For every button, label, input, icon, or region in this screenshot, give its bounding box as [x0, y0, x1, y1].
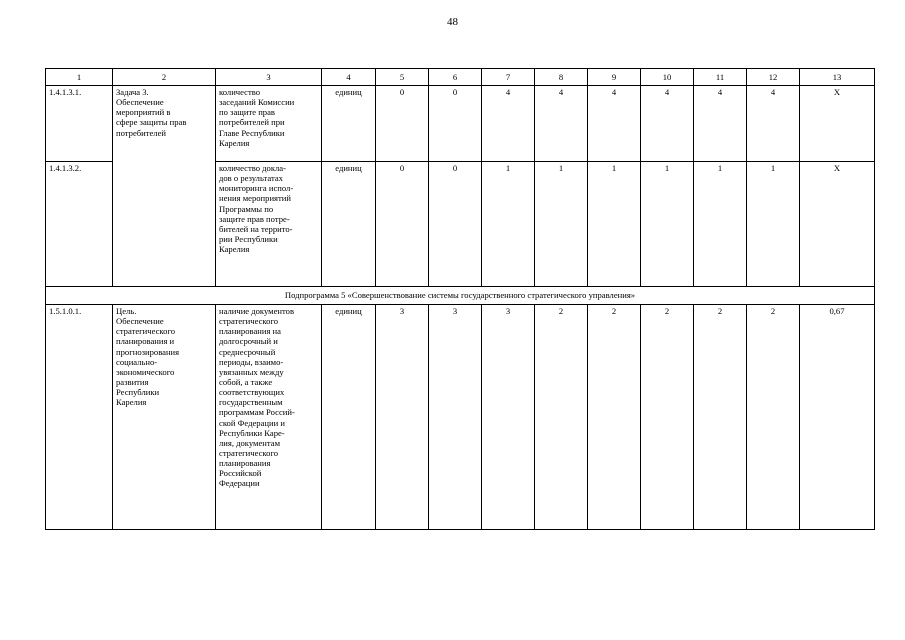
indicator-cell: количество заседаний Комиссии по защите прав потребителей при Главе Республики Карелия — [216, 86, 322, 162]
column-header: 5 — [376, 69, 429, 86]
value-cell: 1 — [482, 162, 535, 287]
column-header: 11 — [694, 69, 747, 86]
value-cell: 3 — [376, 305, 429, 530]
page-number: 48 — [447, 16, 458, 28]
indicators-table — [45, 68, 875, 530]
value-cell: 2 — [694, 305, 747, 530]
value-cell: 4 — [694, 86, 747, 162]
value-cell: Х — [800, 162, 875, 287]
value-cell: 1 — [535, 162, 588, 287]
value-cell: 0 — [429, 162, 482, 287]
column-header: 6 — [429, 69, 482, 86]
value-cell: 4 — [747, 86, 800, 162]
value-cell: 3 — [482, 305, 535, 530]
table-row — [46, 305, 875, 530]
indicator-cell: количество докла- дов о результатах мониторинга испол- нения мероприятий Программы по защите прав потре- бителей на террито- рии Республики Карелия — [216, 162, 322, 287]
value-cell: 4 — [588, 86, 641, 162]
row-code: 1.4.1.3.2. — [46, 162, 113, 287]
indicator-cell: наличие документов стратегического планирования на долгосрочный и среднесрочный периоды, взаимо- увязанных между собой, а также соответствующих государственным программам Россий- ской Федерации и Республики Каре- лия, документам стратегического планирования Российской Федерации — [216, 305, 322, 530]
value-cell: 0 — [376, 86, 429, 162]
row-code: 1.5.1.0.1. — [46, 305, 113, 530]
value-cell: 0 — [429, 86, 482, 162]
goal-cell: Цель. Обеспечение стратегического планирования и прогнозирования социально- экономического развития Республики Карелия — [113, 305, 216, 530]
column-header: 2 — [113, 69, 216, 86]
value-cell: Х — [800, 86, 875, 162]
column-header: 13 — [800, 69, 875, 86]
value-cell: 1 — [694, 162, 747, 287]
row-code: 1.4.1.3.1. — [46, 86, 113, 162]
column-header: 9 — [588, 69, 641, 86]
column-header: 4 — [322, 69, 376, 86]
unit-cell: единиц — [322, 305, 376, 530]
unit-cell: единиц — [322, 86, 376, 162]
value-cell: 2 — [641, 305, 694, 530]
column-header: 8 — [535, 69, 588, 86]
value-cell: 2 — [535, 305, 588, 530]
value-cell: 0 — [376, 162, 429, 287]
header-row — [46, 69, 875, 86]
value-cell: 1 — [588, 162, 641, 287]
table-row — [46, 86, 875, 162]
value-cell: 1 — [641, 162, 694, 287]
column-header: 1 — [46, 69, 113, 86]
value-cell: 2 — [588, 305, 641, 530]
column-header: 3 — [216, 69, 322, 86]
column-header: 10 — [641, 69, 694, 86]
subprogram-title: Подпрограмма 5 «Совершенствование системы государственного стратегического управления» — [46, 287, 875, 305]
value-cell: 4 — [535, 86, 588, 162]
column-header: 12 — [747, 69, 800, 86]
value-cell: 4 — [641, 86, 694, 162]
unit-cell: единиц — [322, 162, 376, 287]
value-cell: 2 — [747, 305, 800, 530]
column-header: 7 — [482, 69, 535, 86]
task-cell: Задача 3. Обеспечение мероприятий в сфере защиты прав потребителей — [113, 86, 216, 287]
value-cell: 3 — [429, 305, 482, 530]
value-cell: 1 — [747, 162, 800, 287]
subprogram-row — [46, 287, 875, 305]
value-cell: 0,67 — [800, 305, 875, 530]
value-cell: 4 — [482, 86, 535, 162]
